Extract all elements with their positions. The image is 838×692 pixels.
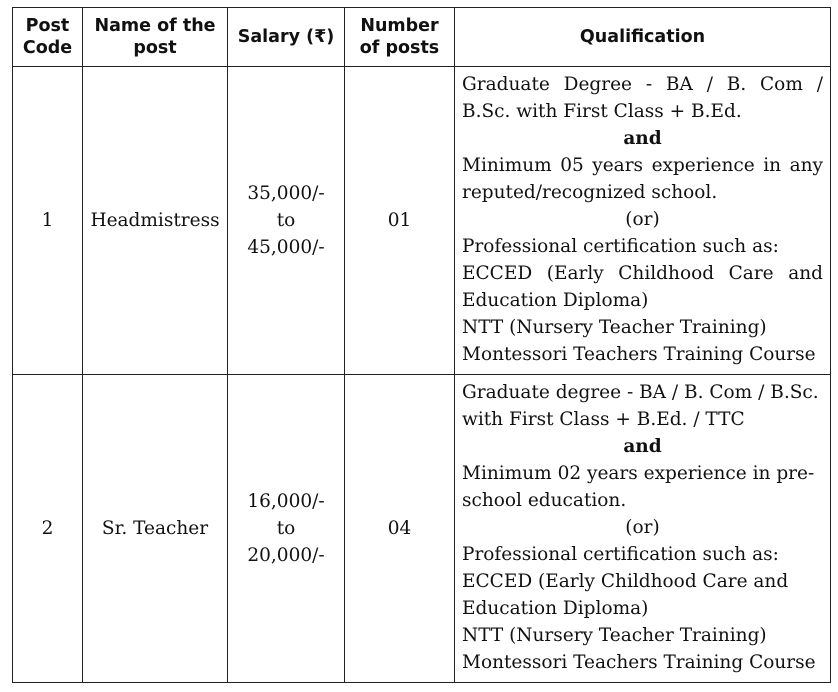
qualification-line: NTT (Nursery Teacher Training): [462, 625, 767, 646]
header-post-code: Post Code: [13, 8, 83, 67]
cell-number-of-posts: 04: [345, 375, 455, 683]
qualification-line: Minimum 02 years experience in pre-: [462, 463, 815, 484]
cell-number-of-posts: 01: [345, 67, 455, 375]
qualification-line: Graduate Degree - BA / B. Com /: [462, 74, 823, 95]
qualification-line: ECCED (Early Childhood Care and: [462, 263, 823, 284]
qualification-and: and: [623, 128, 662, 149]
cell-post-name: Sr. Teacher: [83, 375, 228, 683]
qualification-line: with First Class + B.Ed. / TTC: [462, 409, 745, 430]
qualification-line: Professional certification such as:: [462, 236, 779, 257]
qualification-line: Montessori Teachers Training Course: [462, 344, 816, 365]
table-row: [13, 375, 831, 683]
header-number-of-posts: Number of posts: [345, 8, 455, 67]
cell-salary: 35,000/- to 45,000/-: [228, 67, 345, 375]
cell-post-code: 2: [13, 375, 83, 683]
qualification-line: NTT (Nursery Teacher Training): [462, 317, 767, 338]
qualification-line: B.Sc. with First Class + B.Ed.: [462, 101, 742, 122]
qualification-or: (or): [625, 517, 660, 538]
qualification-line: school education.: [462, 490, 627, 511]
cell-qualification: [455, 67, 831, 375]
recruitment-table: [12, 7, 831, 683]
qualification-line: Montessori Teachers Training Course: [462, 652, 816, 673]
cell-salary: 16,000/- to 20,000/-: [228, 375, 345, 683]
qualification-line: Education Diploma): [462, 290, 649, 311]
cell-post-name: Headmistress: [83, 67, 228, 375]
qualification-line: Graduate degree - BA / B. Com / B.Sc.: [462, 382, 819, 403]
header-row: [13, 8, 831, 67]
qualification-line: Professional certification such as:: [462, 544, 779, 565]
qualification-line: ECCED (Early Childhood Care and: [462, 571, 789, 592]
header-salary: Salary (₹): [228, 8, 345, 67]
table-row: [13, 67, 831, 375]
cell-post-code: 1: [13, 67, 83, 375]
qualification-and: and: [623, 436, 662, 457]
header-qualification: Qualification: [455, 8, 831, 67]
header-name-of-post: Name of the post: [83, 8, 228, 67]
qualification-line: Education Diploma): [462, 598, 649, 619]
qualification-line: Minimum 05 years experience in any: [462, 155, 823, 176]
qualification-or: (or): [625, 209, 660, 230]
cell-qualification: [455, 375, 831, 683]
qualification-line: reputed/recognized school.: [462, 182, 718, 203]
